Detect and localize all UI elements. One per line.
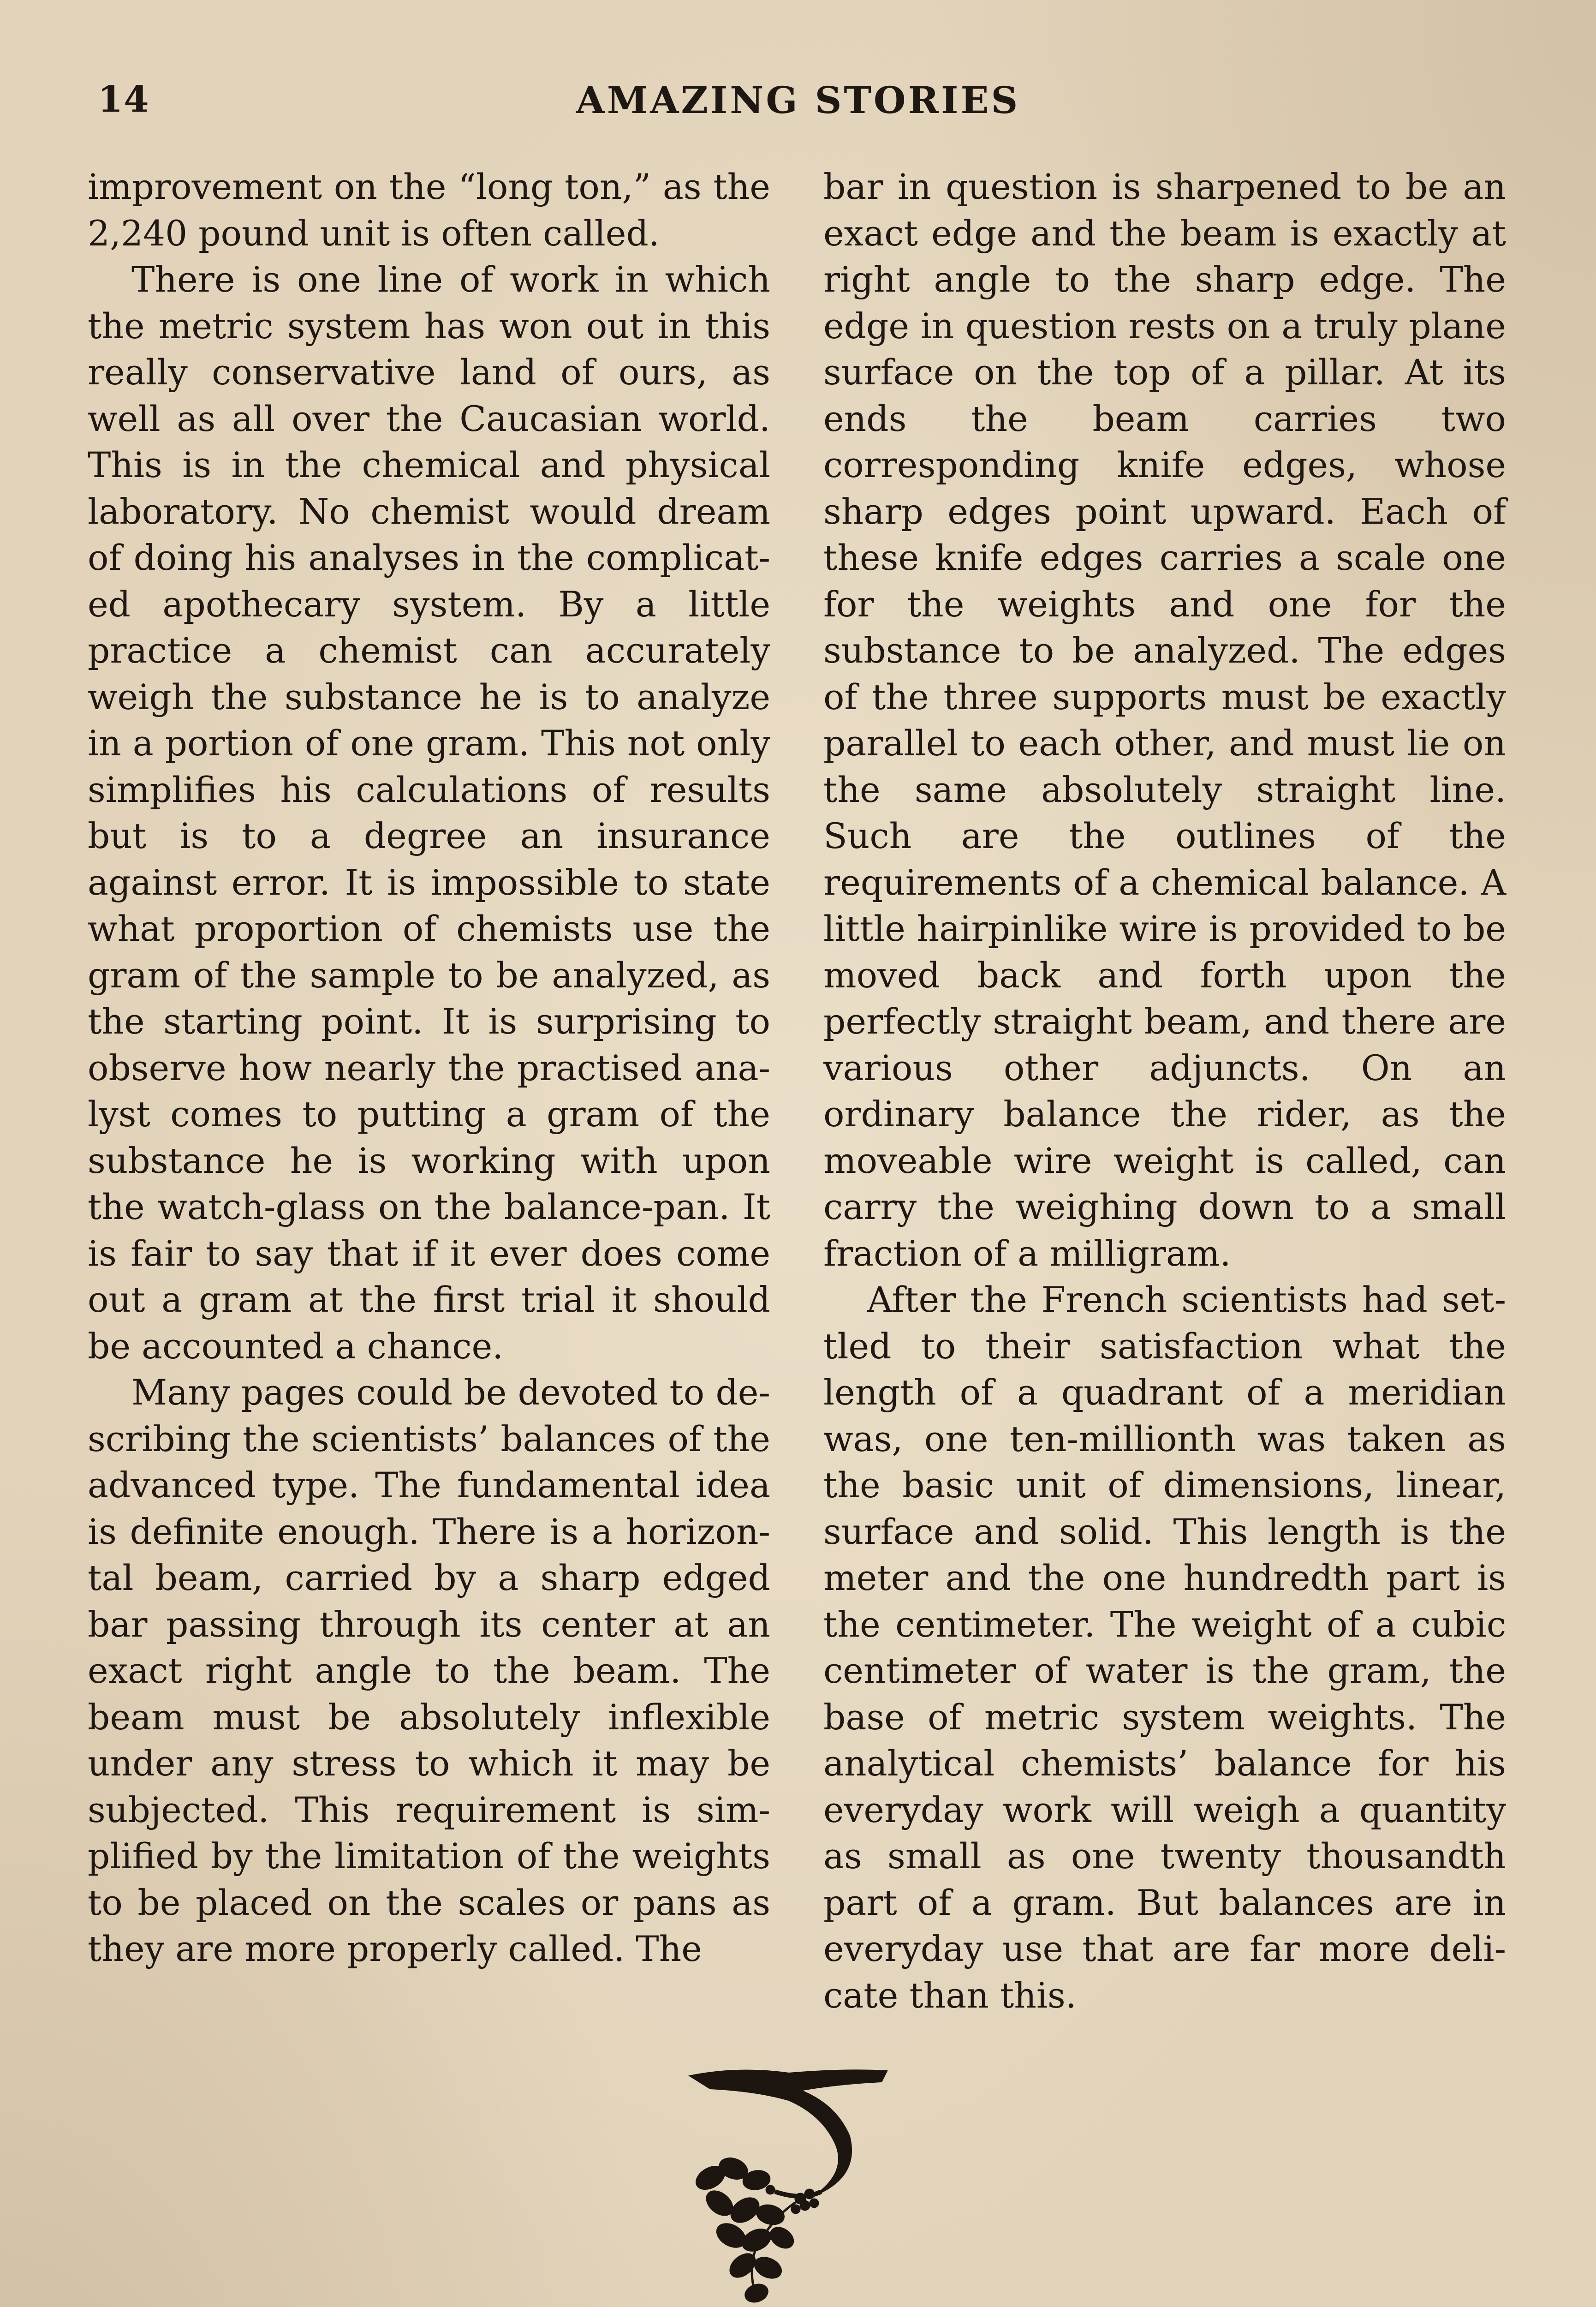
left-column <box>88 164 770 1972</box>
paragraph: Many pages could be devoted to describing the scientists’ balances of the advanced type. The fundamental idea is definite enough. There is a horizontal beam, carried by a sharp edged bar passing through its center at an exact right angle to the beam. The beam must be absolutely inflexible under any stress to which it may be subjected. This requirement is simplified by the limitation of the weights to be placed on the scales or pans as they are more properly called. The <box>88 1372 770 1969</box>
paragraph: bar in question is sharpened to be an exact edge and the beam is exactly at right angle to the sharp edge. The edge in question rests on a truly plane surface on the top of a pillar. At its ends the beam carries two corresponding knife edges, whose sharp edges point upward. Each of these knife edges carries a scale one for the weights and one for the substance to be analyzed. The edges of the three supports must be exactly parallel to each other, and must lie on the same absolutely straight line. Such are the outlines of the requirements of a chemical balance. A little hairpinlike wire is provided to be moved back and forth upon the perfectly straight beam, and there are various other adjuncts. On an ordinary balance the rider, as the moveable wire weight is called, can carry the weighing down to a small fraction of a milligram. <box>823 167 1506 1274</box>
paragraph: improvement on the “long ton,” as the 2,240 pound unit is often called. <box>88 167 770 254</box>
paragraph: There is one line of work in which the metric system has won out in this really conservative land of ours, as well as all over the Caucasian world. This is in the chemical and physical laboratory. No chemist would dream of doing his analyses in the complicated apothecary system. By a little practice a chemist can accurately weigh the substance he is to analyze in a portion of one gram. This not only simplifies his calculations of results but is to a degree an insurance against error. It is impossible to state what proportion of chemists use the gram of the sample to be analyzed, as the starting point. It is surprising to observe how nearly the practised analyst comes to putting a gram of the substance he is working with upon the watch-glass on the balance-pan. It is fair to say that if it ever does come out a gram at the first trial it should be accounted a chance. <box>88 259 770 1367</box>
running-head: AMAZING STORIES <box>576 78 1020 122</box>
page-header <box>0 78 1596 134</box>
right-column <box>823 164 1506 2019</box>
paragraph: After the French scientists had settled to their satisfaction what the length of a quadrant of a meridian was, one ten-millionth was taken as the basic unit of dimensions, linear, surface and solid. This length is the meter and the one hundredth part is the centimeter. The weight of a cubic centimeter of water is the gram, the base of metric system weights. The analytical chemists’ balance for his everyday work will weigh a quantity as small as one twenty thousandth part of a gram. But balances are in everyday use that are far more delicate than this. <box>823 1279 1506 2016</box>
page-number: 14 <box>98 78 150 120</box>
floral-ornament-icon <box>683 2062 923 2307</box>
